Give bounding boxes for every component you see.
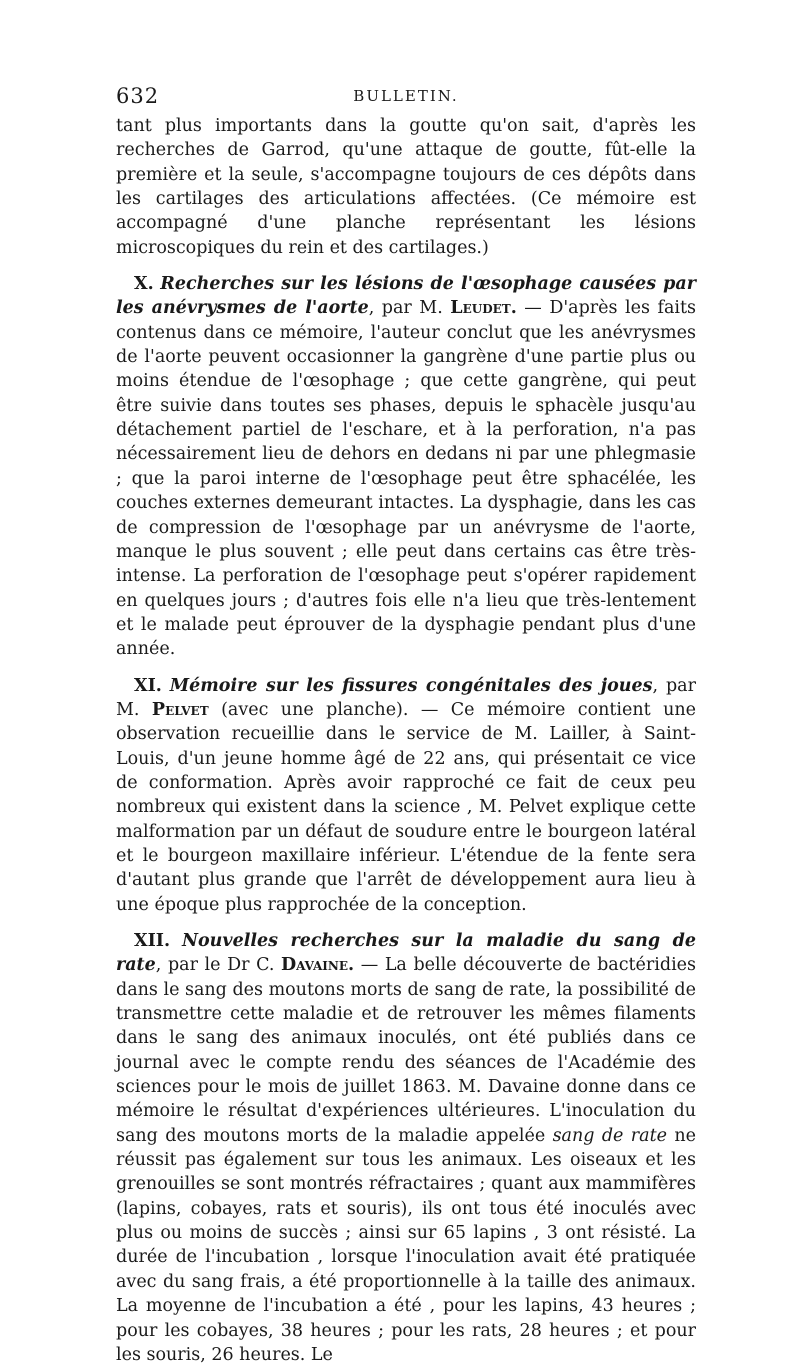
paragraph-section-xii xyxy=(116,929,696,1367)
section-body-continued: ne réussit pas également sur tous les animaux. Les oiseaux et les grenouilles se sont montrés réfractaires ; quant aux mammifères (lapins, cobayes, rats et souris), ils ont tous été inoculés avec plus ou moins de succès ; ainsi sur 65 lapins , 3 ont résisté. La durée de l'incubation , lorsque l'inoculation avait été pratiquée avec du sang frais, a été proportionnelle à la taille des animaux. La moyenne de l'incubation a été , pour les lapins, 43 heures ; pour les cobayes, 38 heures ; pour les rats, 28 heures ; et pour les souris, 26 heures. Le xyxy=(116,1125,696,1365)
author-name: Leudet. xyxy=(450,298,517,319)
paragraph-continuation: tant plus importants dans la goutte qu'on sait, d'après les recherches de Garrod, qu'une attaque de goutte, fût-elle la première et la seule, s'accompagne toujours de ces dépôts dans les cartilages des articulations affectées. (Ce mémoire est accompagné d'une planche représentant les lésions microscopiques du rein et des cartilages.) xyxy=(116,116,696,258)
byline-connector: , par M. xyxy=(368,298,451,319)
byline-connector: , par le Dr C. xyxy=(155,955,281,976)
section-body: — La belle découverte de bactéridies dans le sang des moutons morts de sang de rate, la possibilité de transmettre cette maladie et de retrouver les mêmes filaments dans le sang des animaux inoculés, ont été publiés dans ce journal avec le compte rendu des séances de l'Académie des sciences pour le mois de juillet 1863. M. Davaine donne dans ce mémoire le résultat d'expériences ultérieures. L'inoculation du sang des moutons morts de la maladie appelée xyxy=(116,955,696,1146)
page-number: 632 xyxy=(116,84,160,108)
paragraph-section-x xyxy=(116,272,696,662)
page-header xyxy=(116,84,696,110)
section-title: Recherches sur les lésions de l'œsophage causées par les anévrysmes de l'aorte xyxy=(116,274,696,319)
section-title: Mémoire sur les fissures congénitales des joues xyxy=(169,675,653,696)
section-body: — D'après les faits contenus dans ce mémoire, l'auteur conclut que les anévrysmes de l'aorte peuvent occasionner la gangrène d'une partie plus ou moins étendue de l'œsophage ; que cette gangrène, qui peut être suivie dans toutes ses phases, depuis le sphacèle jusqu'au détachement partiel de l'eschare, et à la perforation, n'a pas nécessairement lieu de dehors en dedans ni par une phlegmasie ; que la paroi interne de l'œsophage peut être sphacélée, les couches externes demeurant intactes. La dysphagie, dans les cas de compression de l'œsophage par un anévrysme de l'aorte, manque le plus souvent ; elle peut dans certains cas être très-intense. La perforation de l'œsophage peut s'opérer rapidement en quelques jours ; d'autres fois elle n'a lieu que très-lentement et le malade peut éprouver de la dysphagie pendant plus d'une année. xyxy=(116,298,696,660)
section-number: XI. xyxy=(134,675,162,696)
section-number: XII. xyxy=(134,931,171,951)
byline-connector: , par M. xyxy=(116,675,696,720)
paragraph-section-xi xyxy=(116,674,696,917)
author-name: Davaine. xyxy=(281,955,355,976)
author-name: Pelvet xyxy=(151,699,209,720)
section-number: X. xyxy=(134,274,154,295)
running-title: BULLETIN. xyxy=(353,87,459,105)
emphasized-term: sang de rate xyxy=(552,1125,667,1146)
body-text xyxy=(116,114,696,1367)
section-title: Nouvelles recherches sur la maladie du sang de rate xyxy=(116,931,696,976)
section-body: (avec une planche). — Ce mémoire contient une observation recueillie dans le service de M. Lailler, à Saint-Louis, d'un jeune homme âgé de 22 ans, qui présentait ce vice de conformation. Après avoir rapproché ce fait de ceux peu nombreux qui existent dans la science , M. Pelvet explique cette malformation par un défaut de soudure entre le bourgeon latéral et le bourgeon maxillaire inférieur. L'étendue de la fente sera d'autant plus grande que l'arrêt de développement aura lieu à une époque plus rapprochée de la conception. xyxy=(116,699,697,915)
